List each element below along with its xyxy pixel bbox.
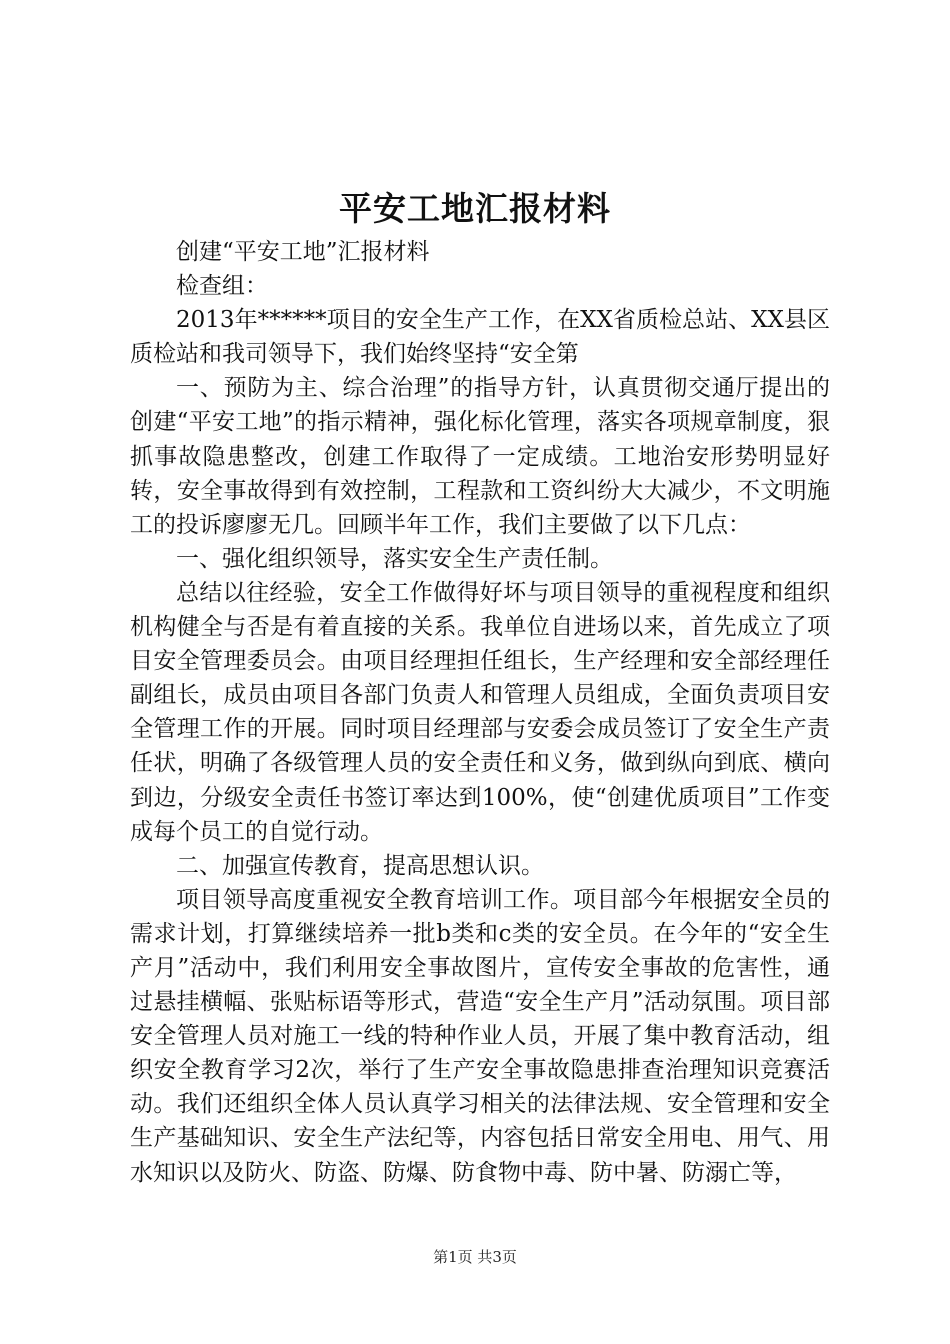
paragraph-salutation: 检查组： [176, 273, 268, 300]
paragraph-intro: 2013年******项目的安全生产工作，在XX省质检总站、XX县区质检站和我司领导下，我们始终坚持“安全第 [130, 307, 830, 368]
document-body [130, 235, 830, 1190]
paragraph-section-1: 总结以往经验，安全工作做得好坏与项目领导的重视程度和组织机构健全与否是有着直接的关系。我单位自进场以来，首先成立了项目安全管理委员会。由项目经理担任组长，生产经理和安全部经理任副组长，成员由项目各部门负责人和管理人员组成，全面负责项目安全管理工作的开展。同时项目经理部与安委会成员签订了安全生产责任状，明确了各级管理人员的安全责任和义务，做到纵向到底、横向到边，分级安全责任书签订率达到100%，使“创建优质项目”工作变成每个员工的自觉行动。 [130, 579, 830, 845]
paragraph-subtitle: 创建“平安工地”汇报材料 [176, 239, 430, 265]
section-heading-1: 一、强化组织领导，落实安全生产责任制。 [176, 545, 613, 572]
paragraph-guideline: 一、预防为主、综合治理”的指导方针，认真贯彻交通厅提出的创建“平安工地”的指示精神，强化标化管理，落实各项规章制度，狠抓事故隐患整改，创建工作取得了一定成绩。工地治安形势明显好转，安全事故得到有效控制，工程款和工资纠纷大大减少，不文明施工的投诉廖廖无几。回顾半年工作，我们主要做了以下几点： [130, 375, 830, 538]
page-footer: 第1页 共3页 [433, 1248, 517, 1266]
paragraph-section-2: 项目领导高度重视安全教育培训工作。项目部今年根据安全员的需求计划，打算继续培养一批b类和c类的安全员。在今年的“安全生产月”活动中，我们利用安全事故图片，宣传安全事故的危害性，通过悬挂横幅、张贴标语等形式，营造“安全生产月”活动氛围。项目部安全管理人员对施工一线的特种作业人员，开展了集中教育活动，组织安全教育学习2次，举行了生产安全事故隐患排查治理知识竞赛活动。我们还组织全体人员认真学习相关的法律法规、安全管理和安全生产基础知识、安全生产法纪等，内容包括日常安全用电、用气、用水知识以及防火、防盗、防爆、防食物中毒、防中暑、防溺亡等， [130, 886, 830, 1186]
section-heading-2: 二、加强宣传教育，提高思想认识。 [176, 852, 544, 879]
document-title: 平安工地汇报材料 [339, 189, 611, 228]
